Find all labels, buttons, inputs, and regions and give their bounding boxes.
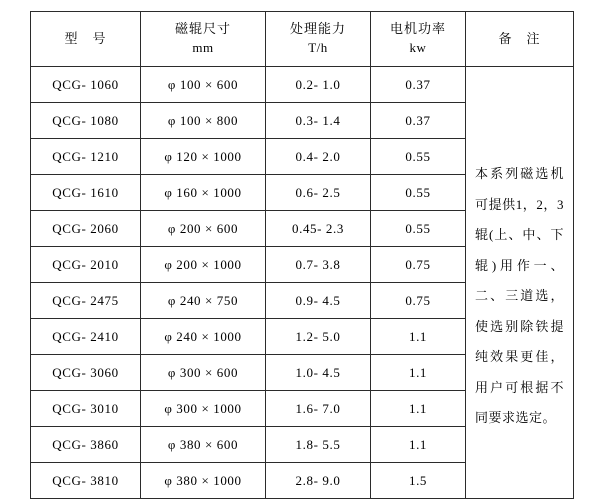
column-header-power-line2: kw [409,40,427,55]
column-header-remark [466,12,574,67]
cell-power: 0.37 [371,103,466,139]
table-body [31,67,574,499]
column-header-capacity-line2: T/h [308,40,328,55]
cell-model: QCG- 3010 [31,391,141,427]
cell-roller-size: φ 300 × 600 [141,355,266,391]
cell-power: 1.1 [371,319,466,355]
column-header-capacity [266,12,371,67]
table-header [31,12,574,67]
cell-model: QCG- 1210 [31,139,141,175]
column-header-roller-size-line1: 磁辊尺寸 [174,21,231,37]
cell-power: 0.55 [371,211,466,247]
cell-capacity: 1.8- 5.5 [266,427,371,463]
cell-power: 0.37 [371,67,466,103]
cell-model: QCG- 3810 [31,463,141,499]
cell-power: 1.5 [371,463,466,499]
cell-model: QCG- 3860 [31,427,141,463]
cell-model: QCG- 2475 [31,283,141,319]
cell-roller-size: φ 240 × 750 [141,283,266,319]
cell-model: QCG- 2410 [31,319,141,355]
cell-power: 0.75 [371,247,466,283]
column-header-power-line1: 电机功率 [389,21,446,37]
column-header-roller-size-line2: mm [192,40,214,55]
cell-model: QCG- 1060 [31,67,141,103]
remark-text: 本系列磁选机可提供1，2，3辊(上、中、下辊)用作一、二、三道选，使选别除铁提纯效果更佳，用户可根据不同要求选定。 [475,166,564,426]
cell-power: 1.1 [371,355,466,391]
cell-roller-size: φ 380 × 1000 [141,463,266,499]
cell-capacity: 0.6- 2.5 [266,175,371,211]
cell-model: QCG- 1610 [31,175,141,211]
cell-capacity: 0.45- 2.3 [266,211,371,247]
cell-model: QCG- 1080 [31,103,141,139]
cell-remark [466,67,574,499]
column-header-capacity-line1: 处理能力 [289,21,346,37]
column-header-remark-line1: 备 注 [498,30,541,46]
cell-roller-size: φ 200 × 600 [141,211,266,247]
cell-capacity: 1.2- 5.0 [266,319,371,355]
cell-roller-size: φ 300 × 1000 [141,391,266,427]
cell-capacity: 0.2- 1.0 [266,67,371,103]
cell-power: 0.55 [371,139,466,175]
specification-table [30,11,574,499]
column-header-model-line1: 型 号 [64,30,107,46]
cell-roller-size: φ 200 × 1000 [141,247,266,283]
cell-model: QCG- 3060 [31,355,141,391]
cell-model: QCG- 2060 [31,211,141,247]
cell-capacity: 2.8- 9.0 [266,463,371,499]
cell-power: 1.1 [371,427,466,463]
cell-roller-size: φ 120 × 1000 [141,139,266,175]
cell-capacity: 1.0- 4.5 [266,355,371,391]
cell-roller-size: φ 100 × 800 [141,103,266,139]
column-header-model [31,12,141,67]
column-header-roller-size [141,12,266,67]
cell-capacity: 0.4- 2.0 [266,139,371,175]
cell-roller-size: φ 160 × 1000 [141,175,266,211]
cell-capacity: 0.3- 1.4 [266,103,371,139]
cell-capacity: 0.7- 3.8 [266,247,371,283]
column-header-power [371,12,466,67]
cell-power: 0.55 [371,175,466,211]
cell-power: 0.75 [371,283,466,319]
cell-model: QCG- 2010 [31,247,141,283]
cell-power: 1.1 [371,391,466,427]
cell-capacity: 1.6- 7.0 [266,391,371,427]
cell-roller-size: φ 240 × 1000 [141,319,266,355]
header-row [31,12,574,67]
cell-roller-size: φ 100 × 600 [141,67,266,103]
table-row [31,67,574,103]
cell-roller-size: φ 380 × 600 [141,427,266,463]
cell-capacity: 0.9- 4.5 [266,283,371,319]
